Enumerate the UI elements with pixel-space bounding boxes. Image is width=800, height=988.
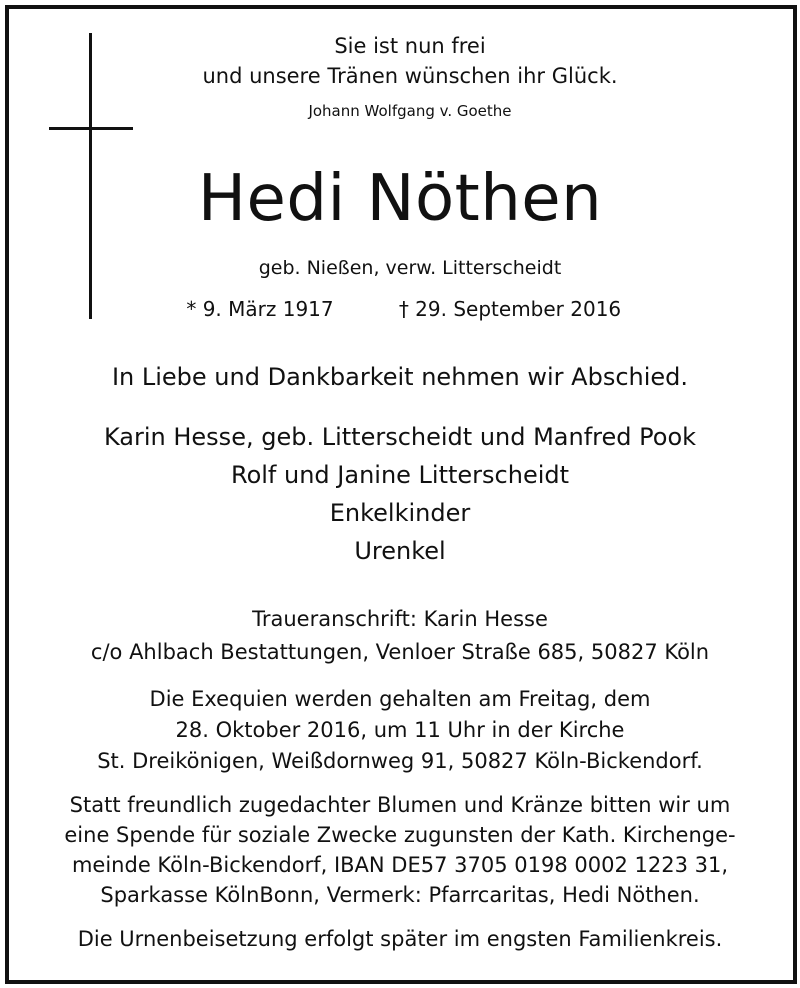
donation-line: Statt freundlich zugedachter Blumen und Kränze bitten wir um: [69, 793, 731, 817]
mourner-line: Urenkel: [354, 537, 446, 565]
mourner-line: Rolf und Janine Litterscheidt: [230, 461, 570, 489]
service-line: St. Dreikönigen, Weißdornweg 91, 50827 Köln-Bickendorf.: [97, 749, 703, 773]
donation-line: meinde Köln-Bickendorf, IBAN DE57 3705 0198 0002 1223 31,: [71, 853, 729, 877]
farewell-text: In Liebe und Dankbarkeit nehmen wir Abschied.: [111, 363, 689, 391]
cross-icon: [89, 33, 92, 319]
address-line: Traueranschrift: Karin Hesse: [252, 607, 548, 631]
death-date: † 29. September 2016: [398, 297, 622, 321]
urn-note: Die Urnenbeisetzung erfolgt später im engsten Familienkreis.: [77, 927, 723, 951]
mourner-line: Enkelkinder: [329, 499, 471, 527]
birth-name: geb. Nießen, verw. Litterscheidt: [258, 257, 562, 279]
cross-icon-bar: [49, 127, 133, 130]
birth-date: * 9. März 1917: [186, 297, 334, 321]
donation-line: eine Spende für soziale Zwecke zugunsten der Kath. Kirchenge-: [64, 823, 736, 847]
address-line: c/o Ahlbach Bestattungen, Venloer Straße 685, 50827 Köln: [90, 640, 710, 664]
quote-line-2: und unsere Tränen wünschen ihr Glück.: [202, 64, 618, 88]
quote-author: Johann Wolfgang v. Goethe: [308, 102, 512, 120]
mourner-line: Karin Hesse, geb. Litterscheidt und Manfred Pook: [103, 423, 697, 451]
service-line: 28. Oktober 2016, um 11 Uhr in der Kirche: [175, 718, 625, 742]
deceased-name: Hedi Nöthen: [197, 162, 603, 236]
donation-line: Sparkasse KölnBonn, Vermerk: Pfarrcaritas, Hedi Nöthen.: [100, 883, 700, 907]
quote-line-1: Sie ist nun frei: [334, 34, 486, 58]
service-line: Die Exequien werden gehalten am Freitag, dem: [149, 687, 651, 711]
